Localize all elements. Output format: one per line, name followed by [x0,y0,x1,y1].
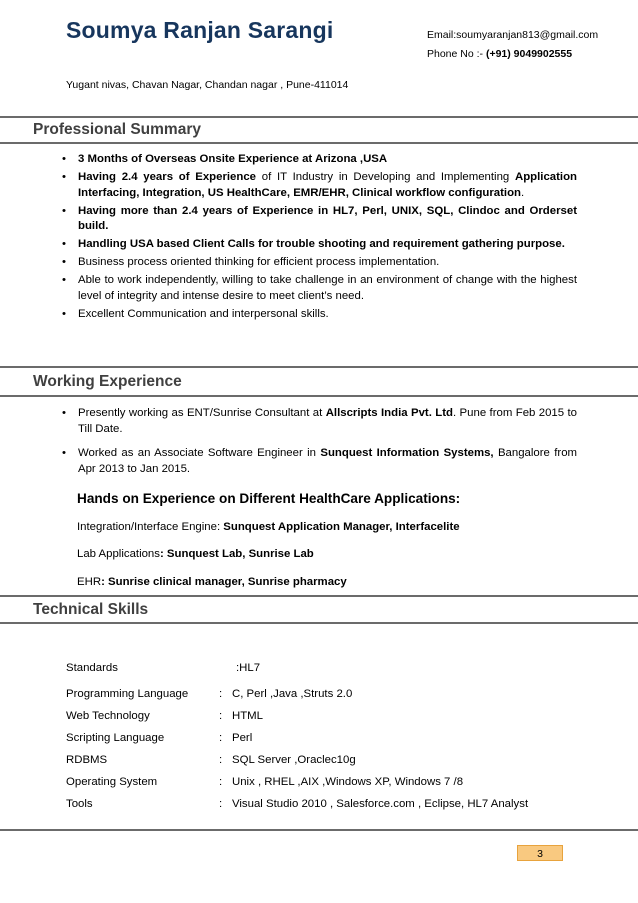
skill-row [66,732,572,754]
app-value: : Sunrise clinical manager, Sunrise pharmacy [101,576,347,588]
bullet-item [62,237,577,253]
bullet-item [62,446,577,477]
bullet-icon: • [62,308,66,321]
bullet-text-bold: Having more than 2.4 years of Experience in HL7, Perl, UNIX, SQL, Clindoc and Orderset build. [78,204,577,233]
skill-label: Scripting Language [66,732,165,744]
section-divider [0,142,638,144]
bullet-text: Bangalore from Apr 2013 to Jan 2015. [78,447,578,475]
bullet-text: . [521,186,525,199]
experience-list [62,406,577,477]
skill-label: RDBMS [66,754,108,766]
bullet-text-bold: Sunquest Information Systems, [320,447,494,459]
skill-row [66,798,572,820]
bullet-icon: • [62,153,66,165]
page-number: 3 [517,845,563,861]
experience-heading: Working Experience [33,373,182,390]
footer-divider [0,829,638,831]
email-text: Email:soumyaranjan813@gmail.com [427,29,599,41]
bullet-item [62,307,577,323]
skill-value: C, Perl ,Java ,Struts 2.0 [232,688,353,700]
bullet-icon: • [62,171,66,184]
standards-value: :HL7 [236,662,261,674]
address-text: Yugant nivas, Chavan Nagar, Chandan nagar , Pune-411014 [66,79,349,91]
section-divider [0,595,638,597]
app-line-integration [77,521,460,533]
app-label: Integration/Interface Engine: [77,521,224,533]
bullet-text: of IT Industry in Developing and Implementing [256,171,515,184]
skill-value: Visual Studio 2010 , Salesforce.com , Eclipse, HL7 Analyst [232,798,529,810]
skill-row [66,776,572,798]
summary-section [62,152,577,325]
bullet-icon: • [62,238,66,251]
app-line-lab [77,548,314,560]
phone-line [427,48,572,60]
bullet-icon: • [62,447,66,459]
skill-sep: : [219,798,223,810]
app-line-ehr [77,576,347,588]
skills-table [66,688,572,820]
bullet-text: Able to work independently, willing to take challenge in an environment of change with the highest level of integrity and intense desire to meet client’s need. [78,274,577,302]
apps-heading: Hands on Experience on Different HealthCare Applications: [77,491,461,506]
skill-row [66,688,572,710]
section-divider [0,366,638,368]
skill-sep: : [219,732,223,744]
bullet-text-bold: 3 Months of Overseas Onsite Experience at Arizona ,USA [78,153,388,165]
section-divider [0,395,638,397]
phone-label: Phone No :- [427,48,486,60]
section-divider [0,116,638,118]
standards-label: Standards [66,662,118,674]
bullet-text: Excellent Communication and interpersonal skills. [78,308,329,321]
app-value: Sunquest Application Manager, Interfacelite [223,521,460,533]
skills-table-wrapper [66,688,572,820]
summary-heading: Professional Summary [33,121,201,138]
bullet-item [62,204,577,235]
bullet-text: Worked as an Associate Software Engineer in [78,447,321,459]
app-value: : Sunquest Lab, Sunrise Lab [159,548,314,560]
skill-label: Programming Language [66,688,189,700]
skill-row [66,754,572,776]
bullet-item [62,406,577,437]
app-label: Lab Applications [77,548,160,560]
skill-sep: : [219,710,223,722]
bullet-text: Presently working as ENT/Sunrise Consultant at [78,407,326,419]
skill-row [66,710,572,732]
bullet-icon: • [62,204,66,217]
experience-section [62,406,577,486]
skill-value: HTML [232,710,264,722]
skill-label: Operating System [66,776,158,788]
phone-number: (+91) 9049902555 [485,48,573,60]
candidate-name: Soumya Ranjan Sarangi [66,17,334,43]
skill-label: Tools [66,798,93,810]
app-label: EHR [77,576,102,588]
bullet-text-bold: Handling USA based Client Calls for trouble shooting and requirement gathering purpose. [78,238,565,251]
bullet-icon: • [62,407,66,419]
skill-sep: : [219,754,223,766]
skill-sep: : [219,688,223,700]
skill-label: Web Technology [66,710,150,722]
bullet-text-bold: Application Interfacing, Integration, US HealthCare, EMR/EHR, Clinical workflow configuration [78,171,577,199]
bullet-item [62,152,577,168]
skill-value: Unix , RHEL ,AIX ,Windows XP, Windows 7 /8 [232,776,464,788]
bullet-item [62,255,577,271]
skill-sep: : [219,776,223,788]
bullet-text-bold: Having 2.4 years of Experience [78,171,257,184]
bullet-icon: • [62,274,66,287]
skill-value: SQL Server ,Oraclec10g [232,754,356,766]
bullet-item [62,273,577,304]
skill-value: Perl [232,732,253,744]
bullet-text-bold: Allscripts India Pvt. Ltd [325,407,453,419]
bullet-text: Business process oriented thinking for efficient process implementation. [78,256,440,269]
bullet-icon: • [62,256,66,269]
skills-heading: Technical Skills [33,601,149,618]
bullet-text: . Pune from Feb 2015 to Till Date. [78,407,577,435]
summary-list [62,152,577,323]
section-divider [0,622,638,624]
bullet-item [62,170,577,201]
